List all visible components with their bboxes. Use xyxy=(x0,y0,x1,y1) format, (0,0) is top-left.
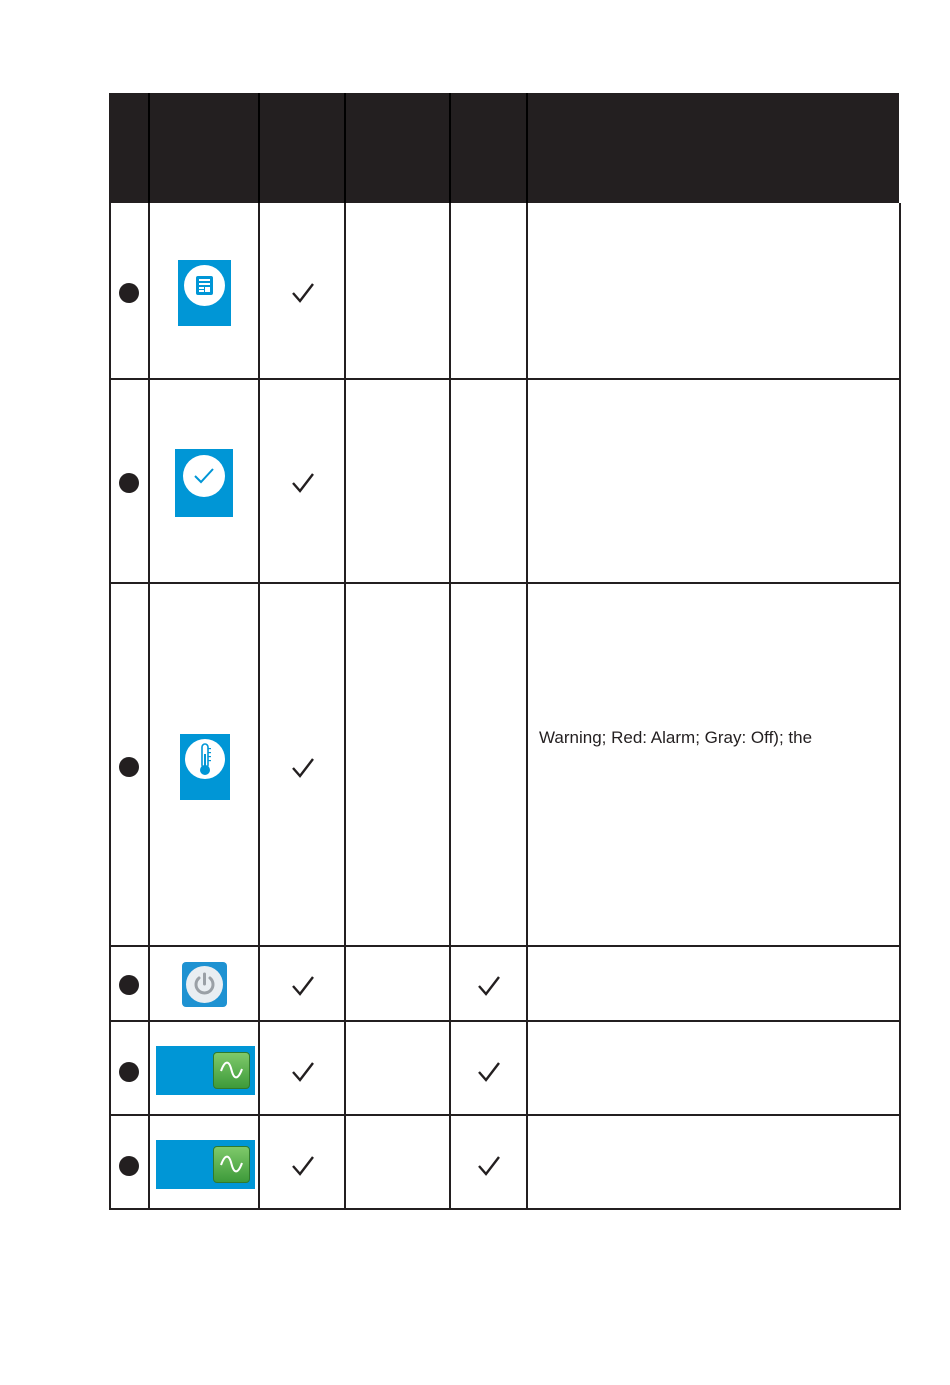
table-row xyxy=(109,1116,899,1208)
row-bullet xyxy=(119,757,139,777)
header-divider xyxy=(526,93,528,203)
header-divider xyxy=(258,93,260,203)
table-row xyxy=(109,380,899,582)
status-icon-table xyxy=(109,93,899,1210)
table-row xyxy=(109,1022,899,1114)
check-icon xyxy=(290,755,316,781)
table-row xyxy=(109,947,899,1020)
check-icon xyxy=(476,1059,502,1085)
table-row xyxy=(109,203,899,378)
row-description: Warning; Red: Alarm; Gray: Off); the xyxy=(539,728,813,747)
row-bullet xyxy=(119,473,139,493)
ac-sine-icon xyxy=(213,1146,250,1183)
report-icon xyxy=(178,260,231,326)
header-divider xyxy=(148,93,150,203)
check-icon xyxy=(290,973,316,999)
power-icon xyxy=(182,962,227,1007)
row-bullet xyxy=(119,283,139,303)
check-circle-icon xyxy=(175,449,233,517)
check-icon xyxy=(476,973,502,999)
check-icon xyxy=(476,1153,502,1179)
check-icon xyxy=(290,1059,316,1085)
check-icon xyxy=(290,1153,316,1179)
row-bullet xyxy=(119,1062,139,1082)
thermometer-icon xyxy=(180,734,230,800)
header-divider xyxy=(449,93,451,203)
row-bullet xyxy=(119,1156,139,1176)
ac-sine-icon xyxy=(213,1052,250,1089)
header-divider xyxy=(344,93,346,203)
ac-indicator-bar xyxy=(156,1046,255,1095)
ac-indicator-bar xyxy=(156,1140,255,1189)
check-icon xyxy=(290,280,316,306)
table-row xyxy=(109,584,899,945)
row-bullet xyxy=(119,975,139,995)
check-icon xyxy=(290,470,316,496)
table-header xyxy=(109,93,899,203)
